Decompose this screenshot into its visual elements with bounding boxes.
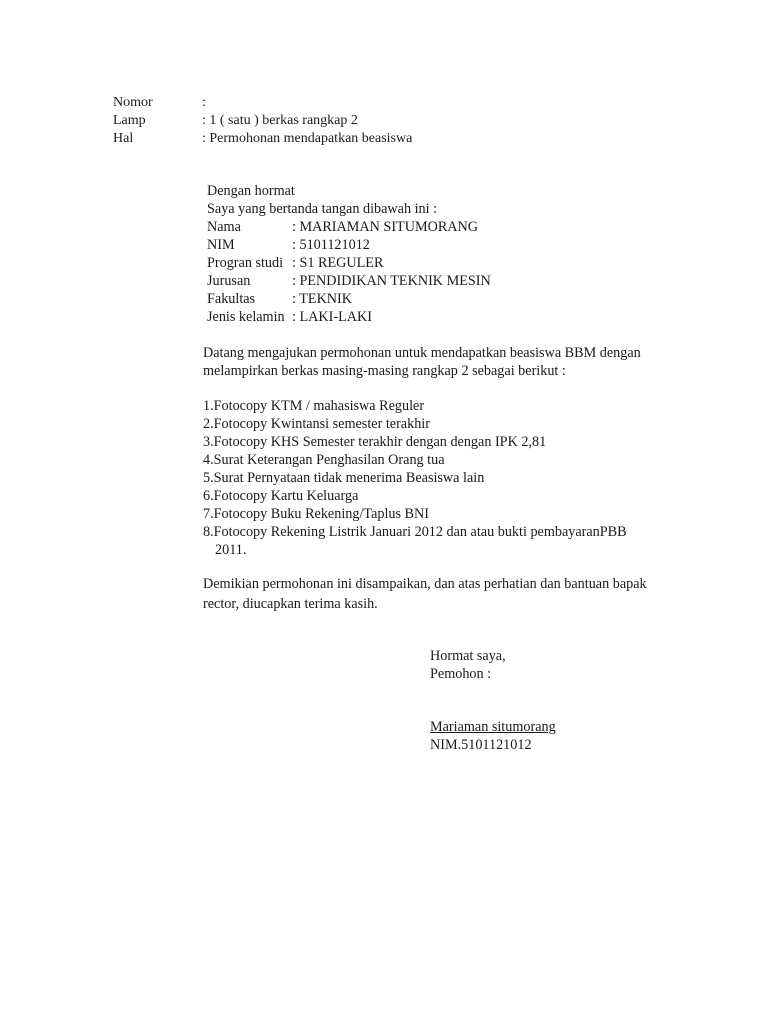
hal-value: : Permohonan mendapatkan beasiswa (202, 131, 413, 146)
identity-value: : S1 REGULER (292, 255, 384, 271)
list-item: 2.Fotocopy Kwintansi semester terakhir (203, 416, 430, 432)
signature-regards: Hormat saya, (430, 648, 506, 664)
greeting: Dengan hormat (207, 183, 295, 199)
list-item: 8.Fotocopy Rekening Listrik Januari 2012 dan atau bukti pembayaranPBB (203, 524, 627, 540)
identity-label: Progran studi (207, 255, 284, 271)
identity-value: : MARIAMAN SITUMORANG (292, 219, 479, 235)
lamp-value: : 1 ( satu ) berkas rangkap 2 (202, 113, 358, 128)
signature-name: Mariaman situmorang (430, 719, 556, 735)
request-paragraph-line: Datang mengajukan permohonan untuk mendapatkan beasiswa BBM dengan (203, 345, 641, 361)
identity-label: Fakultas (207, 291, 256, 307)
identity-label: Nama (207, 219, 241, 235)
signature-role: Pemohon : (430, 666, 492, 682)
list-item: 5.Surat Pernyataan tidak menerima Beasiswa lain (203, 470, 485, 486)
signature-nim: NIM.5101121012 (430, 737, 532, 753)
identity-label: NIM (207, 237, 235, 253)
identity-value: : PENDIDIKAN TEKNIK MESIN (292, 273, 491, 289)
list-item: 3.Fotocopy KHS Semester terakhir dengan dengan IPK 2,81 (203, 434, 547, 450)
intro-line: Saya yang bertanda tangan dibawah ini : (207, 201, 438, 217)
list-item: 4.Surat Keterangan Penghasilan Orang tua (203, 452, 445, 468)
nomor-label: Nomor (113, 95, 153, 110)
identity-value: : LAKI-LAKI (292, 309, 372, 325)
attachment-list (203, 397, 683, 559)
identity-label: Jenis kelamin (207, 309, 285, 325)
list-item: 7.Fotocopy Buku Rekening/Taplus BNI (203, 506, 429, 522)
identity-value: : 5101121012 (292, 237, 370, 253)
hal-label: Hal (113, 131, 134, 146)
list-item: 1.Fotocopy KTM / mahasiswa Reguler (203, 398, 425, 414)
lamp-label: Lamp (113, 113, 146, 128)
identity-label: Jurusan (207, 273, 251, 289)
list-item: 6.Fotocopy Kartu Keluarga (203, 488, 359, 504)
closing-paragraph-line: rector, diucapkan terima kasih. (203, 596, 378, 612)
list-item-continuation: 2011. (215, 542, 247, 558)
identity-value: : TEKNIK (292, 291, 353, 307)
nomor-value: : (202, 95, 206, 110)
request-paragraph-line: melampirkan berkas masing-masing rangkap 2 sebagai berikut : (203, 363, 566, 379)
closing-paragraph-line: Demikian permohonan ini disampaikan, dan atas perhatian dan bantuan bapak (203, 576, 647, 592)
